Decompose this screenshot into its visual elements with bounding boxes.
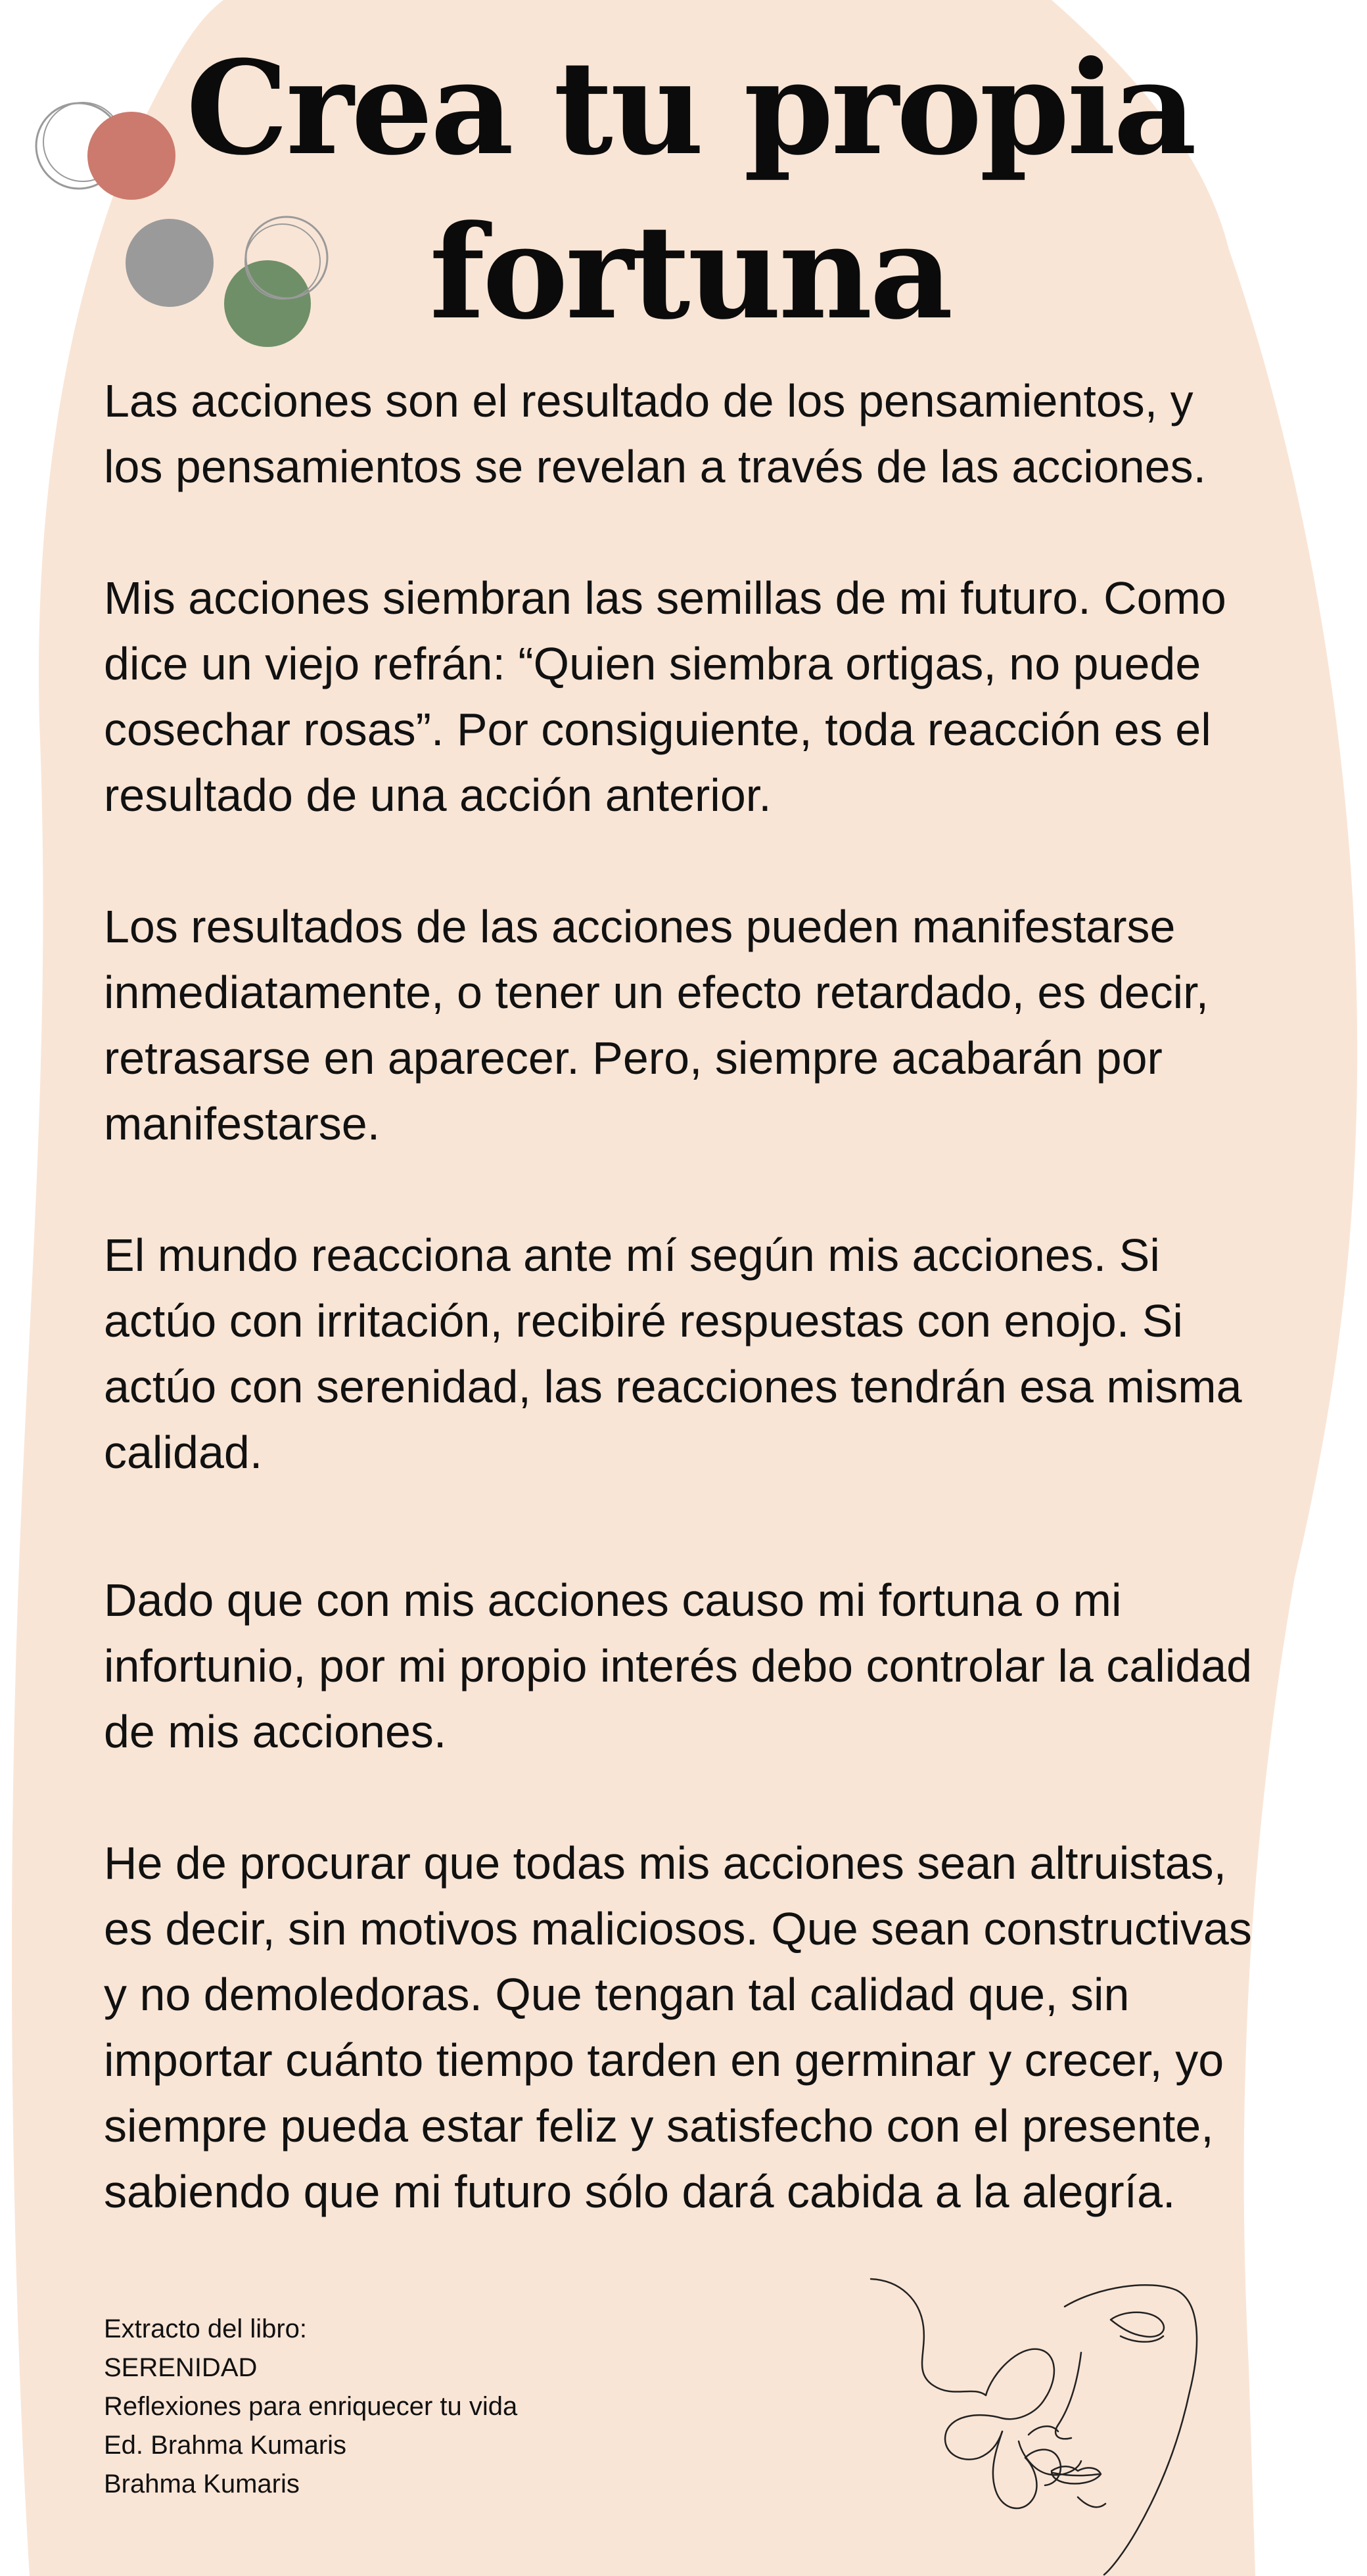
title-line-1: Crea tu propia: [185, 33, 1194, 184]
title-line-2: fortuna: [429, 197, 951, 348]
line-art-face-butterfly-icon: [861, 2274, 1229, 2576]
citation-line-3: Reflexiones para enriquecer tu vida: [104, 2392, 518, 2421]
paragraph-4: El mundo reacciona ante mí según mis acciones. Si actúo con irritación, recibiré respuestas con enojo. Si actúo con serenidad, las reacciones tendrán esa misma calidad.: [104, 1230, 1242, 1478]
body-text: [104, 368, 1307, 2224]
book-citation: [104, 2310, 695, 2504]
citation-line-4: Ed. Brahma Kumaris: [104, 2431, 347, 2460]
citation-line-2: SERENIDAD: [104, 2353, 258, 2382]
citation-line-1: Extracto del libro:: [104, 2314, 308, 2343]
paragraph-3: Los resultados de las acciones pueden manifestarse inmediatamente, o tener un efecto retardado, es decir, retrasarse en aparecer. Pero, siempre acabarán por manifestarse.: [104, 901, 1209, 1149]
paragraph-5: Dado que con mis acciones causo mi fortuna o mi infortunio, por mi propio interés debo controlar la calidad de mis acciones.: [104, 1575, 1253, 1757]
paragraph-1: Las acciones son el resultado de los pensamientos, y los pensamientos se revelan a través de las acciones.: [104, 375, 1207, 492]
page-title: [158, 26, 1222, 355]
citation-line-5: Brahma Kumaris: [104, 2470, 300, 2498]
paragraph-2: Mis acciones siembran las semillas de mi futuro. Como dice un viejo refrán: “Quien siembra ortigas, no puede cosechar rosas”. Por consiguiente, toda reacción es el resultado de una acción anterior.: [104, 572, 1226, 821]
paragraph-6: He de procurar que todas mis acciones sean altruistas, es decir, sin motivos maliciosos. Que sean constructivas y no demoledoras. Que tengan tal calidad que, sin importar cuánto tiempo tarden en germinar y crecer, yo siempre pueda estar feliz y satisfecho con el presente, sabiendo que mi futuro sólo dará cabida a la alegría.: [104, 1837, 1252, 2217]
